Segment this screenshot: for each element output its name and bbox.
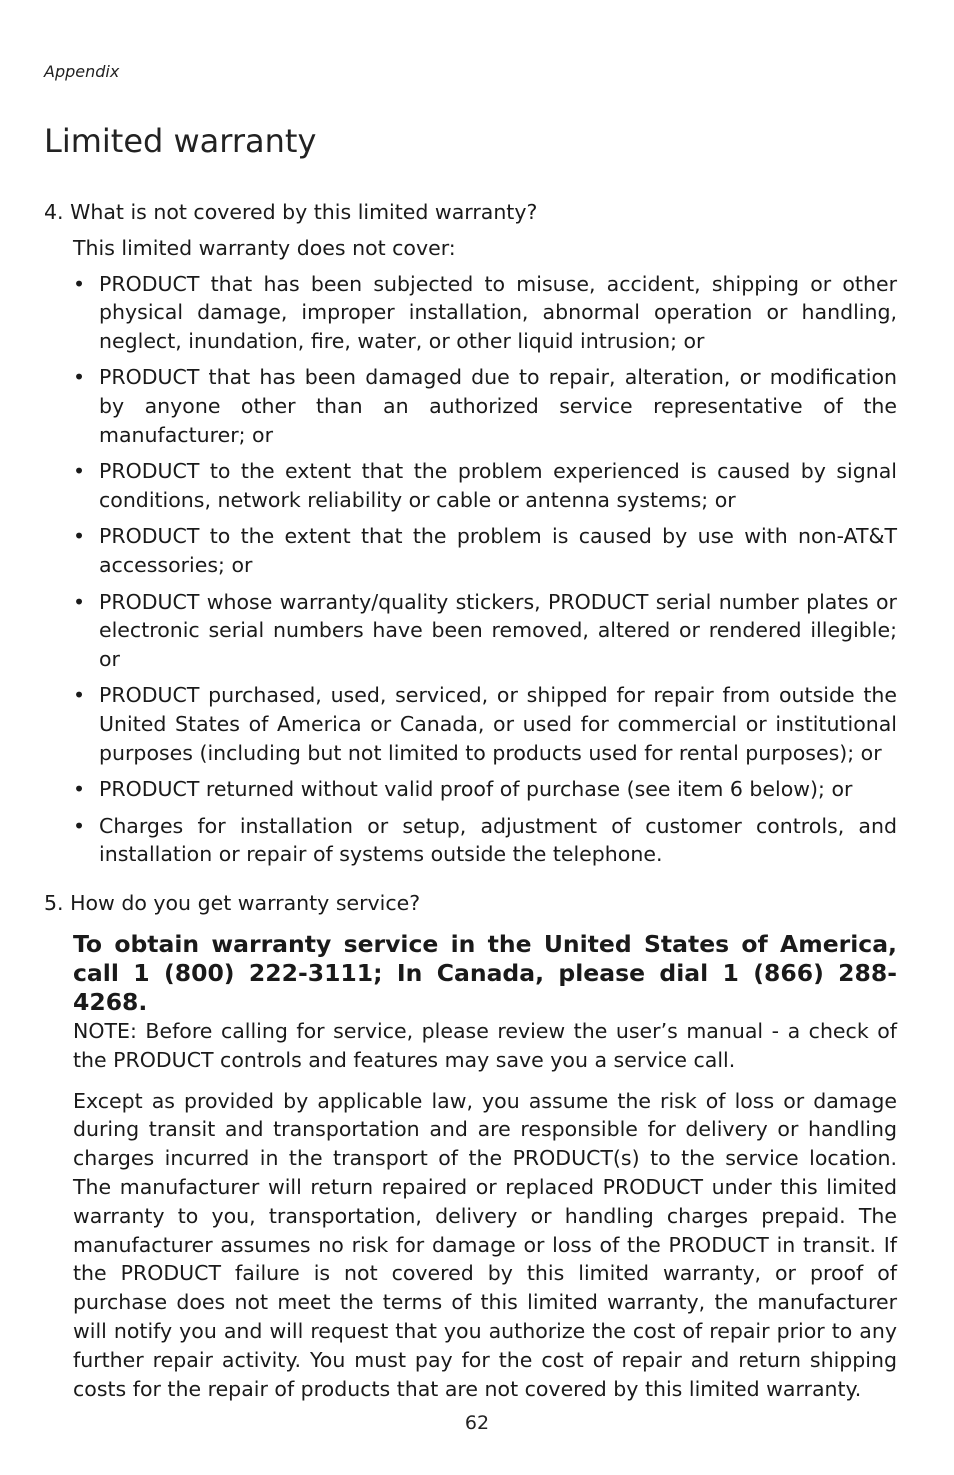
- list-item-text: Charges for installation or setup, adjustment of customer controls, and installation or repair of systems outside the telephone.: [99, 813, 897, 867]
- list-item: [73, 681, 897, 767]
- page-content: [44, 198, 897, 1403]
- bullet-icon: •: [73, 524, 86, 549]
- list-item: [73, 522, 897, 580]
- list-item: [73, 270, 897, 356]
- question-4: 4. What is not covered by this limited warranty?: [44, 200, 538, 224]
- question-5: 5. How do you get warranty service?: [44, 891, 421, 916]
- list-item-text: PRODUCT that has been subjected to misuse, accident, shipping or other physical damage, improper installation, abnormal operation or handling, neglect, inundation, fire, water, or other liquid intrusion; or: [99, 271, 897, 354]
- bullet-icon: •: [73, 589, 86, 614]
- list-item-text: PRODUCT to the extent that the problem is caused by use with non-AT&T accessories; or: [99, 524, 897, 578]
- bullet-icon: •: [73, 777, 86, 802]
- list-item-text: PRODUCT whose warranty/quality stickers, PRODUCT serial number plates or electronic serial numbers have been removed, altered or rendered illegible; or: [99, 589, 897, 672]
- section-label: Appendix: [44, 62, 120, 81]
- list-item: [73, 363, 897, 449]
- list-item-text: PRODUCT that has been damaged due to repair, alteration, or modification by anyone other than an authorized service representative of the manufacturer; or: [99, 365, 897, 448]
- list-item: [73, 457, 897, 515]
- list-item: [73, 775, 897, 804]
- list-item-text: PRODUCT to the extent that the problem experienced is caused by signal conditions, network reliability or cable or antenna systems; or: [99, 459, 897, 513]
- list-item: [73, 812, 897, 870]
- page-number: 62: [464, 1412, 490, 1434]
- exclusions-list: [73, 270, 897, 870]
- service-contact-heading: To obtain warranty service in the United States of America, call 1 (800) 222-3111; In Canada, please dial 1 (866) 288-4268.: [73, 930, 897, 1017]
- page-title: Limited warranty: [44, 122, 317, 160]
- bullet-icon: •: [73, 271, 86, 296]
- transport-risk-paragraph: Except as provided by applicable law, you assume the risk of loss or damage during transit and transportation and are responsible for delivery or handling charges incurred in the transport of the PRODUCT(s) to the service location. The manufacturer will return repaired or replaced PRODUCT under this limited warranty to you, transportation, delivery or handling charges prepaid. The manufacturer assumes no risk for damage or loss of the PRODUCT in transit. If the PRODUCT failure is not covered by this limited warranty, or proof of purchase does not meet the terms of this limited warranty, the manufacturer will notify you and will request that you authorize the cost of repair prior to any further repair activity. You must pay for the cost of repair and return shipping costs for the repair of products that are not covered by this limited warranty.: [73, 1088, 897, 1401]
- bullet-icon: •: [73, 683, 86, 708]
- list-item-text: PRODUCT purchased, used, serviced, or shipped for repair from outside the United States of America or Canada, or used for commercial or institutional purposes (including but not limited to products used for rental purposes); or: [99, 683, 897, 766]
- bullet-icon: •: [73, 365, 86, 390]
- list-item-text: PRODUCT returned without valid proof of purchase (see item 6 below); or: [99, 777, 853, 802]
- bullet-icon: •: [73, 813, 86, 838]
- service-note: NOTE: Before calling for service, please review the user’s manual - a check of the PRODUCT controls and features may save you a service call.: [73, 1019, 897, 1072]
- bullet-icon: •: [73, 459, 86, 484]
- section-4-intro: This limited warranty does not cover:: [73, 235, 456, 260]
- list-item: [73, 588, 897, 674]
